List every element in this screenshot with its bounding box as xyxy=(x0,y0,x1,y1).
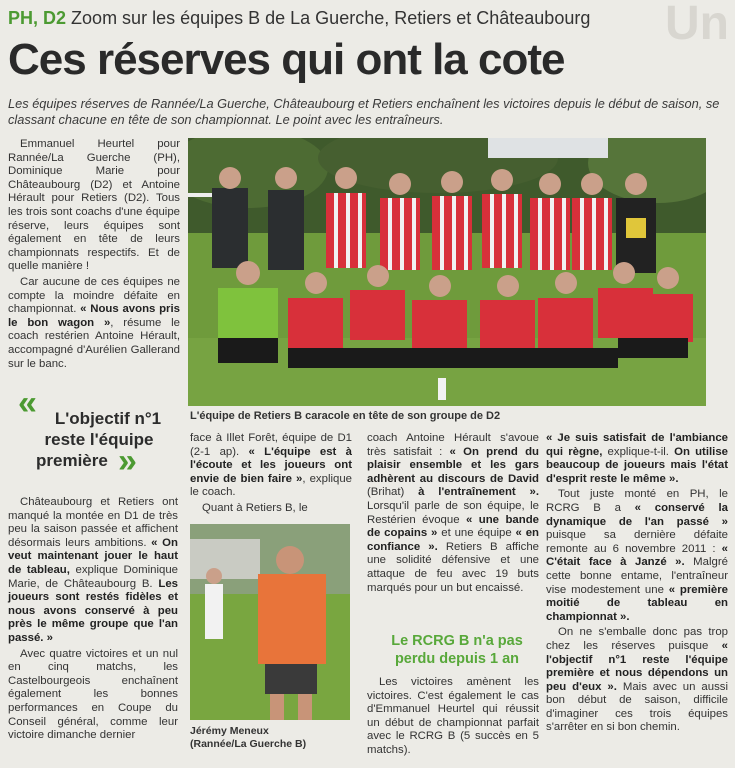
text: , résume le coach restérien Antoine Hérault, accompagné d'Aurélien Gallerand sur le banc. xyxy=(8,316,180,370)
intertitle-line: L'objectif n°1 xyxy=(54,409,162,428)
player-photo xyxy=(190,524,350,720)
paragraph xyxy=(190,432,352,500)
close-quote-icon: » xyxy=(118,442,137,480)
text: Châteaubourg et Retiers ont manqué la montée en D1 de très peu la saison passée et affichent désormais leurs ambitions. xyxy=(8,496,178,549)
text: (Brihat) xyxy=(367,486,419,499)
text: Lorsqu'il parle de son équipe, le Restérien évoque xyxy=(367,499,539,526)
player-photo-caption xyxy=(190,725,355,751)
player-photo-image xyxy=(190,524,350,720)
intertitle-line: première xyxy=(36,451,108,470)
photo-caption: L'équipe de Retiers B caracole en tête de son groupe de D2 xyxy=(190,410,501,422)
quote: « Nous avons pris le bon wagon » xyxy=(8,303,180,329)
quote: « On prend du plaisir ensemble et les gars adhèrent au discours de David xyxy=(367,445,539,485)
column-1-top xyxy=(8,138,180,373)
quote: « une bande de copains » xyxy=(367,513,539,540)
quote: « première moitié de tableau en championnat ». xyxy=(546,583,728,623)
text: Tout juste monté en PH, le RCRG B a xyxy=(546,488,728,514)
text: Car aucune de ces équipes ne compte la moindre défaite en championnat. xyxy=(8,275,180,316)
intertitle-line: reste l'équipe xyxy=(44,430,154,449)
column-3-bottom xyxy=(367,676,539,760)
team-photo-image xyxy=(188,138,706,406)
text: coach Antoine Hérault s'avoue très satisfait : xyxy=(367,432,539,458)
paragraph xyxy=(546,488,728,624)
caption-line: Jérémy Meneux xyxy=(190,725,269,737)
headline: Ces réserves qui ont la cote xyxy=(8,35,565,84)
quote: « l'objectif n°1 reste l'équipe première et nous dépendons un peu d'eux ». xyxy=(546,639,728,693)
lead-paragraph: Les équipes réserves de Rannée/La Guerche, Châteaubourg et Retiers enchaînent les victoires depuis le début de saison, se classant chacune en tête de son championnat. Le point avec les entraîneurs. xyxy=(8,96,720,127)
adjacent-article-fragment: Un xyxy=(665,0,729,50)
text: explique Dominique Marie, de Châteaubourg B. xyxy=(8,563,178,590)
paragraph xyxy=(546,432,728,486)
quote: « conservé la dynamique de l'an passé » xyxy=(546,501,728,528)
quote: « Je suis satisfait de l'ambiance qui règne, xyxy=(546,432,728,458)
section-label: PH, D2 xyxy=(8,8,67,28)
open-quote-icon: « xyxy=(18,384,37,422)
intertitle-2 xyxy=(367,632,547,668)
intertitle-line: Le RCRG B n'a pas xyxy=(391,633,523,649)
text: face à Illet Forêt, équipe de D1 (2-1 ap). xyxy=(190,432,352,458)
paragraph: Emmanuel Heurtel pour Rannée/La Guerche (PH), Dominique Marie pour Châteaubourg (D2) et Antoine Hérault pour Retiers (D2). Tous les trois sont coachs d'une équipe réserve, leurs équipes sont également en tête de leurs championnats respectifs. Et de quelle manière ! xyxy=(8,138,180,273)
text: puisque sa dernière défaite remonte au 6 novembre 2011 : xyxy=(546,529,728,555)
paragraph xyxy=(367,432,539,595)
intertitle-text xyxy=(24,408,174,471)
kicker xyxy=(8,8,728,34)
kicker-text: Zoom sur les équipes B de La Guerche, Retiers et Châteaubourg xyxy=(71,8,591,28)
column-2 xyxy=(190,432,352,518)
text: On ne s'emballe donc pas trop chez les réserves puisque xyxy=(546,626,728,652)
text: explique-t-il. xyxy=(602,445,675,458)
text: , explique le coach. xyxy=(190,472,353,499)
quote: On utilise beaucoup de joueurs mais l'état d'esprit reste le même ». xyxy=(546,445,728,485)
intertitle-line: perdu depuis 1 an xyxy=(394,651,520,667)
paragraph xyxy=(546,626,728,735)
quote: Les joueurs sont restés fidèles et nous avons conservé à peu près le même groupe que l'an passé. » xyxy=(8,577,178,644)
paragraph: Les victoires amènent les victoires. C'est également le cas d'Emmanuel Heurtel qui réussit un début de championnat parfait avec le RCRG B (5 succès en 5 matchs). xyxy=(367,676,539,756)
caption-line: (Rannée/La Guerche B) xyxy=(190,738,307,750)
team-photo xyxy=(188,138,706,406)
quote: à l'entraînement ». xyxy=(418,486,539,499)
column-4 xyxy=(546,432,728,737)
quote: « en confiance ». xyxy=(367,527,539,553)
text: Retiers B affiche une solidité défensive et une attaque de feu avec 19 buts marqués pour un but encaissé. xyxy=(367,540,539,594)
text: et une équipe xyxy=(437,527,516,540)
column-3-top xyxy=(367,432,539,597)
column-1-bottom xyxy=(8,496,178,745)
quote: « L'équipe est à l'écoute et les joueurs ont envie de bien faire » xyxy=(190,445,352,485)
text: Mais avec un aussi bon début de saison, difficile d'imaginer ces trois équipes s'arrêter en si bon chemin. xyxy=(546,680,728,734)
intertitle xyxy=(18,384,178,486)
paragraph xyxy=(8,276,180,371)
quote: « C'était face à Janzé ». xyxy=(546,542,728,569)
quote: « On veut maintenant jouer le haut de tableau, xyxy=(8,536,178,576)
paragraph xyxy=(8,496,178,646)
text: Malgré cette bonne entame, l'entraîneur vise modestement une xyxy=(546,556,728,596)
paragraph: Avec quatre victoires et un nul en cinq matchs, les Castelbourgeois enchaînent également les bonnes performances en Coupe du Conseil général, comme leur victoire dimanche dernier xyxy=(8,647,178,742)
paragraph: Quant à Retiers B, le xyxy=(202,501,308,514)
